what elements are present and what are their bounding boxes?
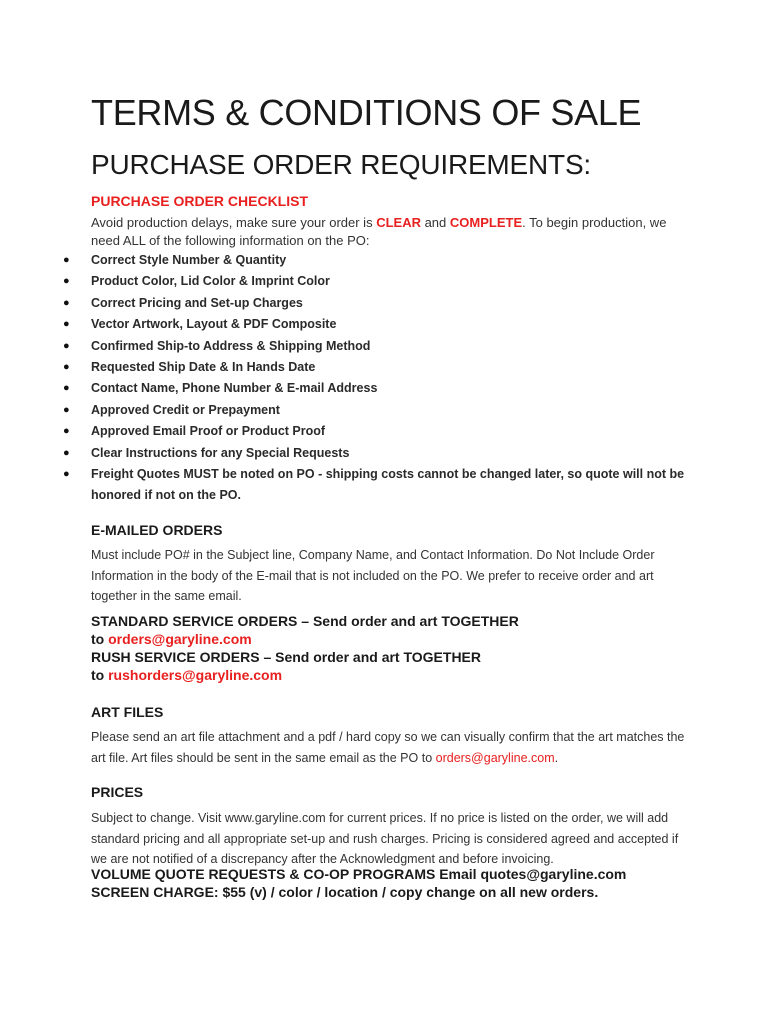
list-item	[0, 271, 770, 292]
list-item-label: Product Color, Lid Color & Imprint Color	[91, 274, 330, 289]
intro-text-1: Avoid production delays, make sure your order is	[91, 215, 377, 230]
bullet-icon: ●	[63, 382, 70, 395]
checklist-intro	[91, 214, 691, 250]
art-files-heading: ART FILES	[91, 704, 164, 720]
list-item	[0, 421, 770, 442]
checklist-heading: PURCHASE ORDER CHECKLIST	[91, 193, 309, 209]
clear-emphasis: CLEAR	[376, 215, 421, 230]
bullet-icon: ●	[63, 403, 70, 416]
bullet-icon: ●	[63, 254, 70, 266]
requirements-list	[0, 250, 770, 507]
rush-orders-email-link[interactable]: rushorders@garyline.com	[108, 667, 283, 683]
list-item-label: Correct Style Number & Quantity	[91, 253, 287, 267]
emailed-orders-body: Must include PO# in the Subject line, Company Name, and Contact Information. Do Not Include Order Information in the body of the E-mail that is not included on the PO. We prefer to receive order and art together in the same email.	[91, 548, 655, 603]
bullet-icon: ●	[63, 318, 70, 331]
list-item	[0, 314, 770, 335]
list-item-label: Freight Quotes MUST be noted on PO - shipping costs cannot be changed later, so quote will not be honored if not on the PO.	[91, 467, 685, 503]
list-item	[0, 378, 770, 399]
rush-service-line: RUSH SERVICE ORDERS – Send order and art TOGETHER	[91, 649, 482, 665]
prices-heading: PRICES	[91, 784, 144, 800]
intro-text-2: . To begin production, we need ALL of the following information on the PO:	[91, 215, 667, 248]
list-item	[0, 357, 770, 378]
list-item-label: Contact Name, Phone Number & E-mail Address	[91, 381, 378, 396]
volume-block	[91, 865, 626, 901]
list-item	[0, 400, 770, 421]
bullet-icon: ●	[63, 361, 70, 374]
list-item-label: Vector Artwork, Layout & PDF Composite	[91, 317, 337, 332]
art-files-text: Please send an art file attachment and a pdf / hard copy so we can visually confirm that the art matches the art file. Art files should be sent in the same email as the PO to	[91, 730, 685, 765]
bullet-icon: ●	[63, 468, 70, 481]
list-item	[0, 336, 770, 357]
art-files-body	[91, 727, 691, 768]
bullet-icon: ●	[63, 296, 70, 309]
service-orders-block	[91, 612, 519, 684]
bullet-icon: ●	[63, 446, 70, 459]
standard-service-to	[91, 630, 519, 648]
page-subtitle: PURCHASE ORDER REQUIREMENTS:	[91, 149, 592, 180]
list-item	[0, 443, 770, 464]
list-item	[0, 293, 770, 314]
volume-quote-line: VOLUME QUOTE REQUESTS & CO-OP PROGRAMS Email quotes@garyline.com	[91, 866, 627, 882]
list-item	[0, 250, 770, 271]
list-item-label: Requested Ship Date & In Hands Date	[91, 360, 316, 375]
list-item-label: Clear Instructions for any Special Requests	[91, 445, 350, 460]
list-item-label: Approved Credit or Prepayment	[91, 402, 280, 417]
list-item-label: Approved Email Proof or Product Proof	[91, 424, 326, 439]
prices-body: Subject to change. Visit www.garyline.com for current prices. If no price is listed on the order, we will add standard pricing and all appropriate set-up and rush charges. Pricing is considered agreed and accepted if we are not notified of a discrepancy after the Acknowledgment and before invoicing.	[91, 811, 679, 866]
list-item-label: Confirmed Ship-to Address & Shipping Method	[91, 338, 371, 353]
complete-emphasis: COMPLETE	[449, 215, 523, 230]
intro-and: and	[420, 215, 450, 230]
list-item	[0, 464, 770, 507]
list-item-label: Correct Pricing and Set-up Charges	[91, 295, 303, 310]
orders-email-link[interactable]: orders@garyline.com	[108, 631, 252, 647]
art-files-end: .	[554, 750, 559, 765]
bullet-icon: ●	[63, 425, 70, 438]
bullet-icon: ●	[63, 339, 70, 352]
bullet-icon: ●	[63, 275, 70, 288]
rush-service-to	[91, 666, 519, 684]
standard-to-label: to	[91, 631, 109, 647]
art-orders-email-link[interactable]: orders@garyline.com	[435, 750, 555, 765]
page-title: TERMS & CONDITIONS OF SALE	[91, 92, 642, 133]
standard-service-line: STANDARD SERVICE ORDERS – Send order and art TOGETHER	[91, 613, 519, 629]
screen-charge-line: SCREEN CHARGE: $55 (v) / color / location / copy change on all new orders.	[91, 884, 599, 900]
rush-to-label: to	[91, 667, 109, 683]
emailed-orders-heading: E-MAILED ORDERS	[91, 522, 223, 538]
